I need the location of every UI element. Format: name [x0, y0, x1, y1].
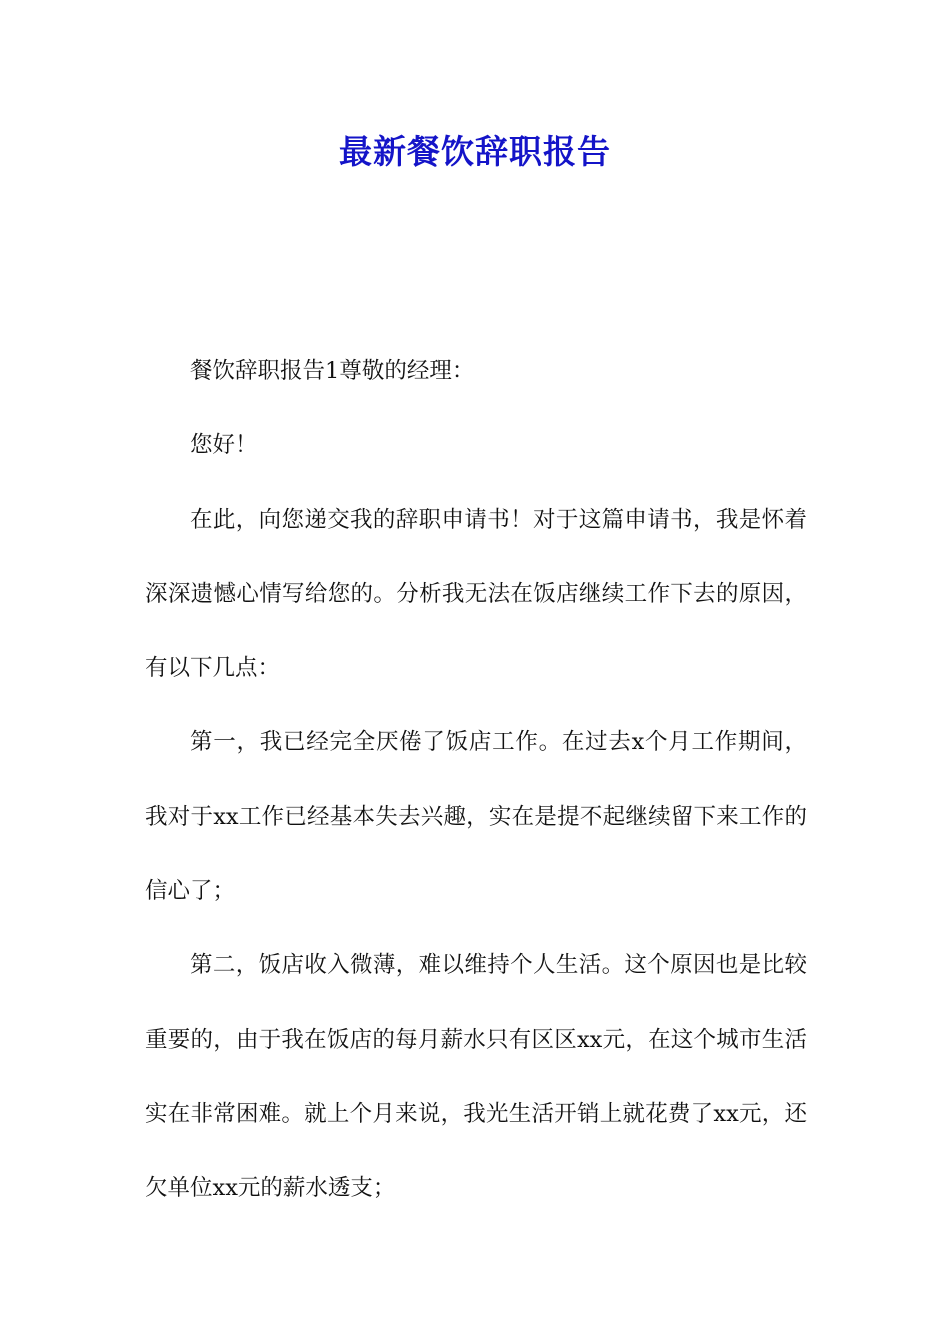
paragraph-greeting: 您好！: [190, 432, 258, 459]
paragraph-intro: 在此，向您递交我的辞职申请书！对于这篇申请书，我是怀着深深遗憾心情写给您的。分析我无法在饭店继续工作下去的原因，有以下几点：: [145, 506, 807, 682]
paragraph-reason-one: 第一，我已经完全厌倦了饭店工作。在过去x个月工作期间，我对于xx工作已经基本失去兴趣，实在是提不起继续留下来工作的信心了；: [145, 729, 807, 905]
paragraph-salutation: 餐饮辞职报告1尊敬的经理：: [190, 358, 475, 384]
document-title: 最新餐饮辞职报告: [339, 132, 611, 171]
paragraph-reason-two: 第二，饭店收入微薄，难以维持个人生活。这个原因也是比较重要的，由于我在饭店的每月薪水只有区区xx元，在这个城市生活实在非常困难。就上个月来说，我光生活开销上就花费了xx元，还欠单位xx元的薪水透支；: [145, 952, 807, 1202]
document-body: [145, 334, 807, 1226]
